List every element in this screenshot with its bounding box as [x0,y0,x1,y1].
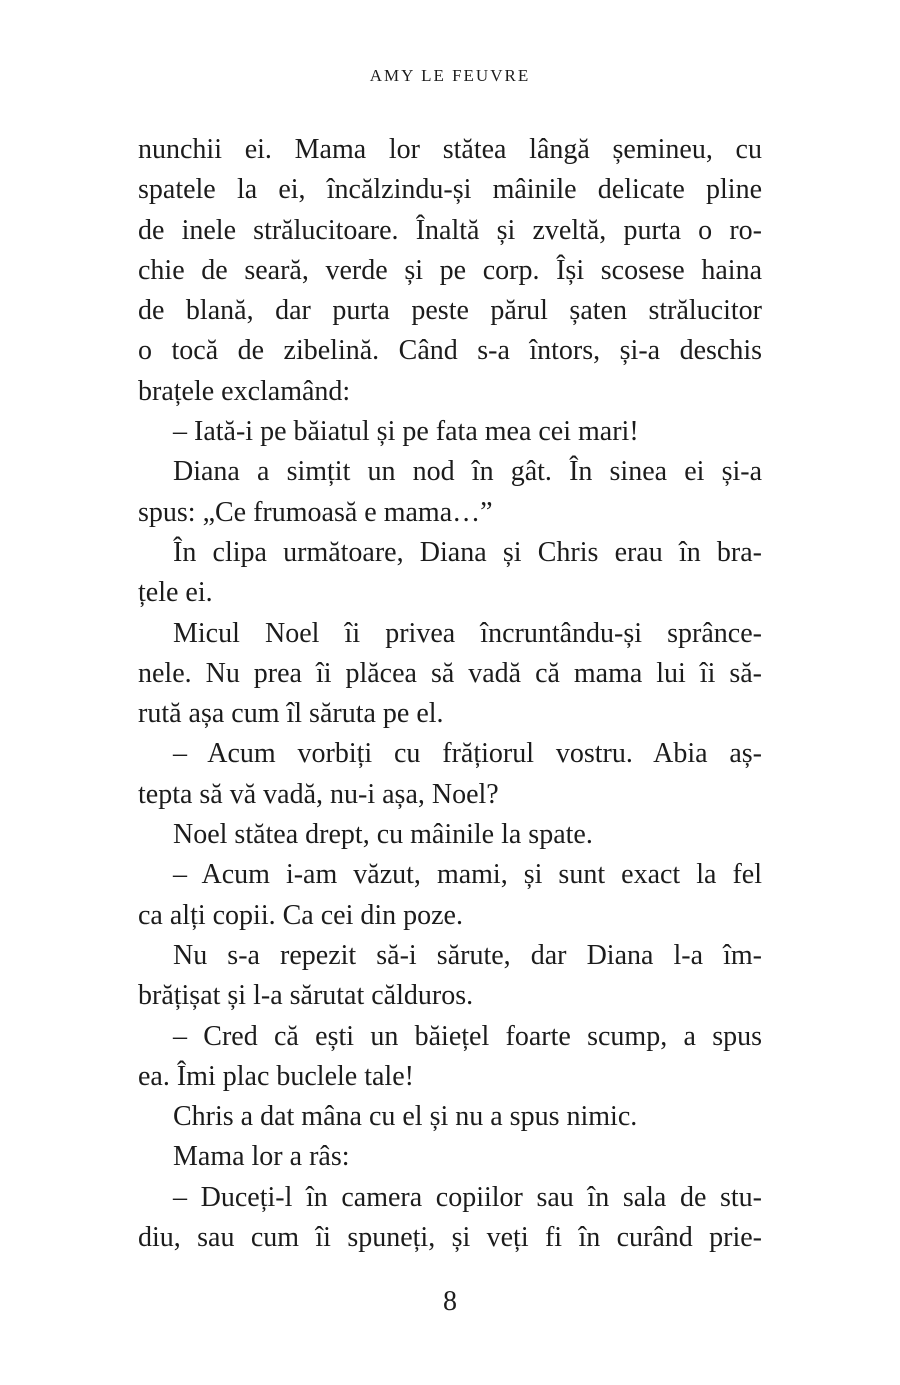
text-line: ea. Îmi plac buclele tale! [138,1060,414,1092]
text-line: Nu s-a repezit să-i sărute, dar Diana l-a îm- [173,939,762,971]
text-line: brățișat și l-a sărutat călduros. [138,980,474,1012]
text-line: spatele la ei, încălzindu-și mâinile delicate pline [138,174,762,206]
text-line: Mama lor a râs: [173,1141,350,1173]
text-line: ca alți copii. Ca cei din poze. [138,899,463,931]
running-header: AMY LE FEUVRE [369,66,531,85]
text-line: – Acum vorbiți cu frățiorul vostru. Abia aș- [173,738,762,770]
text-line: brațele exclamând: [138,375,351,407]
text-line: – Acum i-am văzut, mami, și sunt exact la fel [173,859,762,891]
text-line: – Cred că ești un băiețel foarte scump, a spus [173,1020,762,1052]
text-line: Chris a dat mâna cu el și nu a spus nimic. [173,1101,638,1133]
text-line: – Duceți-l în camera copiilor sau în sala de stu- [173,1181,762,1213]
text-line: – Iată-i pe băiatul și pe fata mea cei mari! [173,416,639,448]
text-line: de inele strălucitoare. Înaltă și zveltă, purta o ro- [138,214,762,246]
text-line: Noel stătea drept, cu mâinile la spate. [173,819,593,851]
text-line: o tocă de zibelină. Când s-a întors, și-a deschis [138,335,762,367]
text-line: Diana a simțit un nod în gât. În sinea ei și-a [173,456,762,488]
text-line: rută așa cum îl săruta pe el. [138,698,444,730]
text-line: Micul Noel îi privea încruntându-și sprânce- [173,617,762,649]
text-line: nele. Nu prea îi plăcea să vadă că mama lui îi să- [138,657,762,689]
body-text [138,130,762,1258]
text-line: țele ei. [138,577,213,609]
text-line: chie de seară, verde și pe corp. Își scosese haina [138,254,762,286]
text-line: de blană, dar purta peste părul șaten strălucitor [138,295,762,327]
text-line: spus: „Ce frumoasă e mama…” [138,496,493,528]
text-line: În clipa următoare, Diana și Chris erau în bra- [173,536,762,568]
text-line: tepta să vă vadă, nu-i așa, Noel? [138,778,499,810]
page-number: 8 [443,1286,457,1317]
text-line: diu, sau cum îi spuneți, și veți fi în curând prie- [138,1222,762,1254]
text-line: nunchii ei. Mama lor stătea lângă șemineu, cu [138,134,762,165]
